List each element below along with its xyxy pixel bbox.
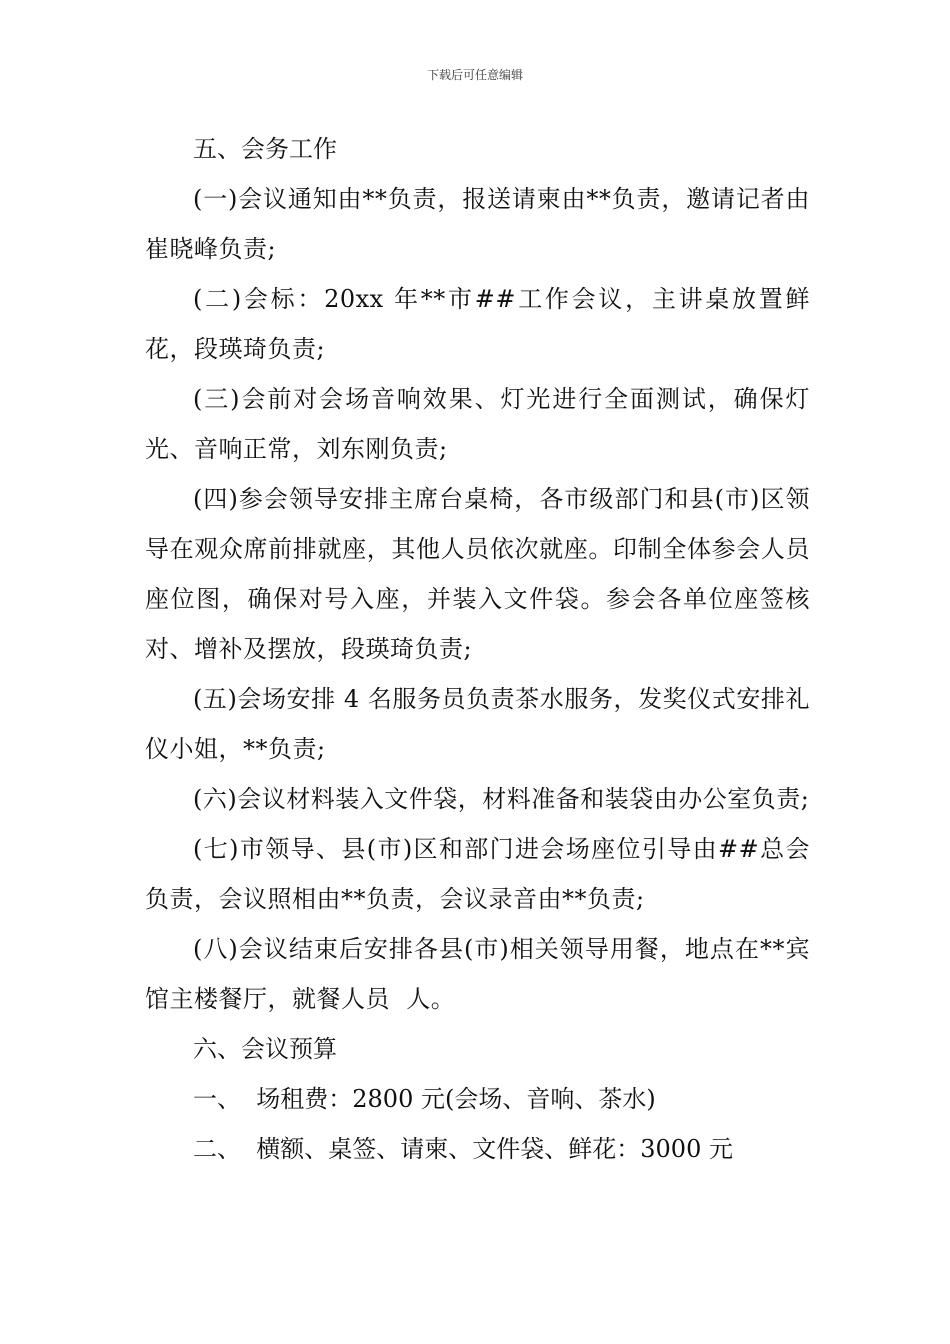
document-body xyxy=(145,124,810,1174)
paragraph-item-6: (六)会议材料装入文件袋，材料准备和装袋由办公室负责; xyxy=(193,785,810,813)
paragraph-item-3: (三)会前对会场音响效果、灯光进行全面测试，确保灯光、音响正常，刘东刚负责; xyxy=(145,385,810,463)
paragraph-item-8: (八)会议结束后安排各县(市)相关领导用餐，地点在**宾馆主楼餐厅，就餐人员 人。 xyxy=(145,935,810,1013)
paragraph-item-2: (二)会标：20xx 年**市##工作会议，主讲桌放置鲜花，段瑛琦负责; xyxy=(145,285,810,363)
paragraph-item-5: (五)会场安排 4 名服务员负责茶水服务，发奖仪式安排礼仪小姐，**负责; xyxy=(145,685,810,763)
paragraph-item-4: (四)参会领导安排主席台桌椅，各市级部门和县(市)区领导在观众席前排就座，其他人员依次就座。印制全体参会人员座位图，确保对号入座，并装入文件袋。参会各单位座签核对、增补及摆放，段瑛琦负责; xyxy=(145,485,810,663)
section-heading-meeting-budget: 六、会议预算 xyxy=(193,1035,337,1063)
page-header: 下载后可任意编辑 xyxy=(426,68,523,82)
section-heading-meeting-affairs: 五、会务工作 xyxy=(193,135,337,163)
budget-item-1: 一、 场租费：2800 元(会场、音响、茶水) xyxy=(193,1085,656,1113)
paragraph-item-7: (七)市领导、县(市)区和部门进会场座位引导由##总会负责，会议照相由**负责，会议录音由**负责; xyxy=(145,835,810,913)
budget-item-2: 二、 横额、桌签、请柬、文件袋、鲜花：3000 元 xyxy=(193,1135,733,1163)
paragraph-item-1: (一)会议通知由**负责，报送请柬由**负责，邀请记者由崔晓峰负责; xyxy=(145,185,810,263)
